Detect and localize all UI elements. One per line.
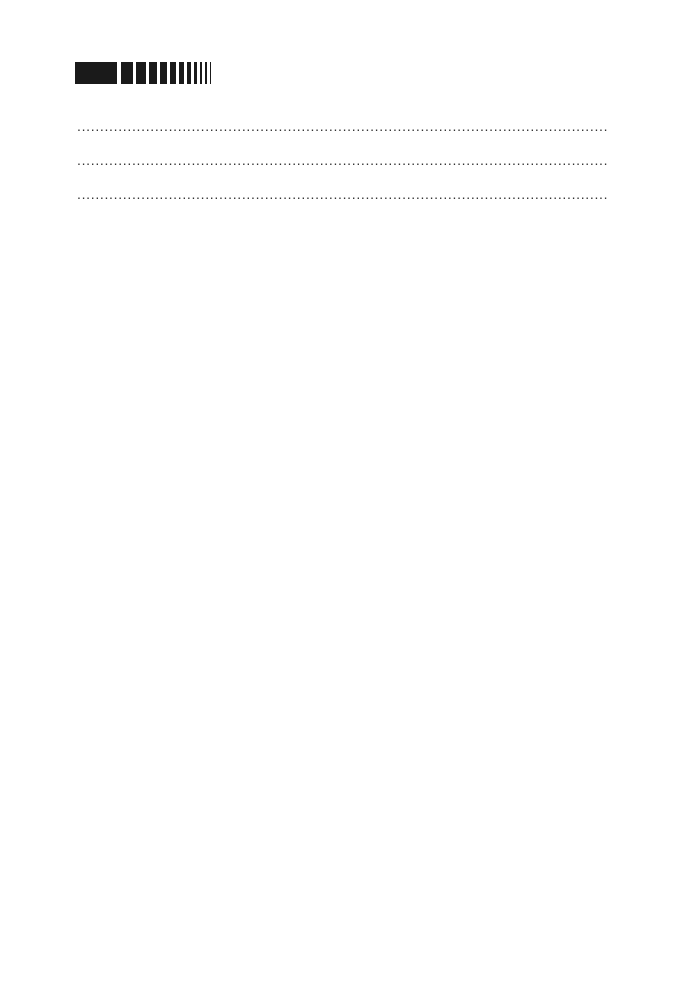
- chapter-3: [75, 115, 609, 137]
- chapter-heading[interactable]: [75, 149, 609, 171]
- chapter-heading[interactable]: [75, 115, 609, 137]
- table-of-contents: [75, 103, 609, 205]
- leader-dots: [77, 149, 607, 171]
- page-number: [75, 62, 117, 84]
- chapter-4: [75, 149, 609, 171]
- leader-dots: [77, 115, 607, 137]
- chapter-heading[interactable]: [75, 183, 609, 205]
- page-header: [75, 62, 608, 84]
- leader-dots: [77, 183, 607, 205]
- header-decoration-bars: [121, 62, 211, 84]
- chapter-5: [75, 183, 609, 205]
